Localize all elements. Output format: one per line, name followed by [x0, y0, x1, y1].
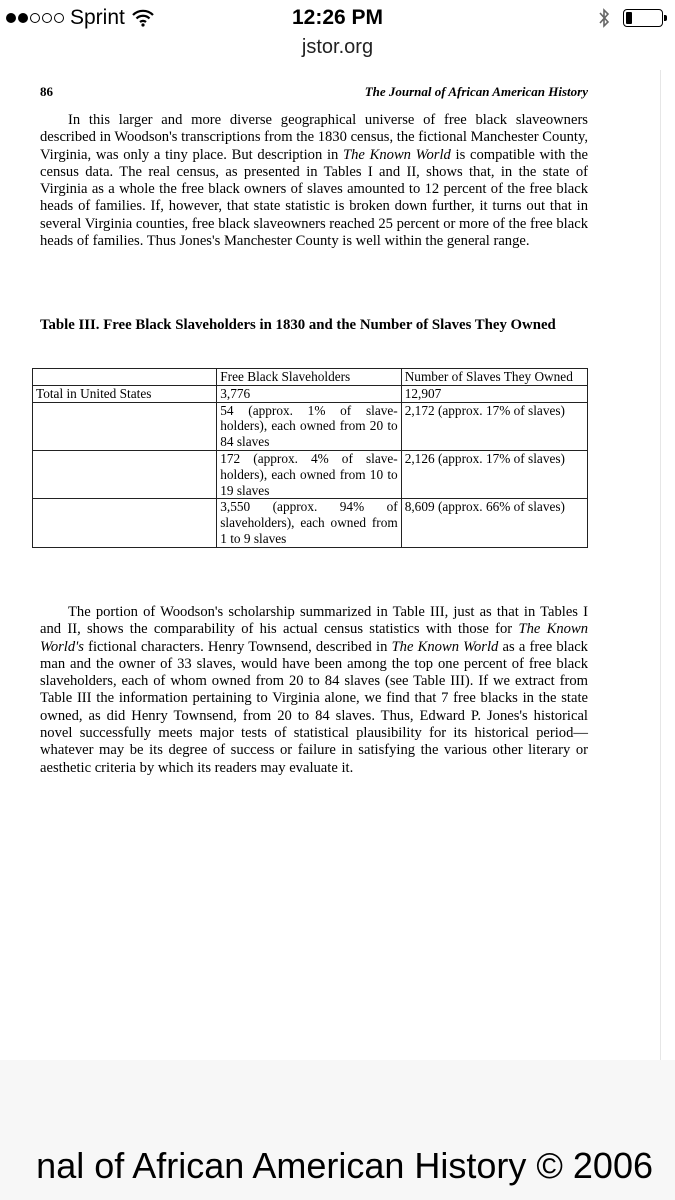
table-cell: 3,550 (approx. 94% of slaveholders), each owned from 1 to 9 slaves [217, 499, 401, 547]
table-cell: 2,172 (approx. 17% of slaves) [401, 402, 587, 450]
book-title: The Known World [343, 146, 451, 163]
url-bar[interactable]: jstor.org [301, 36, 374, 58]
paragraph-intro [40, 112, 588, 250]
table-cell: 8,609 (approx. 66% of slaves) [401, 499, 587, 547]
clock: 12:26 PM [291, 6, 384, 29]
carrier-name: Sprint [70, 6, 125, 29]
table-header-cell [33, 369, 217, 386]
table-header-cell: Free Black Slaveholders [217, 369, 401, 386]
paragraph-conclusion [40, 604, 588, 777]
table-row [33, 450, 588, 498]
table-header-row [33, 369, 588, 386]
table-row [33, 402, 588, 450]
table-header-cell: Number of Slaves They Owned [401, 369, 587, 386]
bluetooth-icon [597, 7, 611, 29]
battery-icon [623, 9, 663, 27]
document-page [0, 70, 661, 1060]
journal-title: The Journal of African American History [364, 84, 588, 99]
paragraph-text: as a free black man and the owner of 33 slaves, would have been among the top one percent of free black slaveholders, each of whom owned from 20 to 84 slaves (see Table III). If we extract from Table III the information pertaining to Virginia alone, we find that 7 free blacks in the state owned, as did Henry Townsend, from 20 to 84 slaves. Thus, Edward P. Jones's historical novel successfully meets major tests of statistical plausibility for its historical period—whatever may be its degree of success or failure in satisfying the various other literary or aesthetic criteria by which its readers may evaluate it. [40, 638, 588, 776]
book-title: The Known World [391, 638, 499, 655]
slaveholders-table [32, 368, 588, 548]
status-bar [0, 0, 675, 34]
table-cell: 172 (approx. 4% of slave-holders), each owned from 10 to 19 slaves [217, 450, 401, 498]
table-cell: 2,126 (approx. 17% of slaves) [401, 450, 587, 498]
table-cell [33, 450, 217, 498]
table-cell: 54 (approx. 1% of slave-holders), each owned from 20 to 84 slaves [217, 402, 401, 450]
paragraph-text: In this larger and more diverse geographical universe of free black slaveowners described in Woodson's transcriptions from the 1830 census, the fictional Manchester County, Virginia, was only a tiny place. But description in [40, 112, 588, 163]
table-cell: Total in United States [33, 385, 217, 402]
paragraph-text: The portion of Woodson's scholarship summarized in Table III, just as that in Tables I and II, shows the comparability of his actual census statistics with those for [40, 604, 588, 638]
copyright-notice: nal of African American History © 2006 [36, 1145, 653, 1186]
table-title: Table III. Free Black Slaveholders in 1830 and the Number of Slaves They Owned [40, 317, 556, 333]
table-row [33, 385, 588, 402]
table-cell: 12,907 [401, 385, 587, 402]
book-title: The Known World's [40, 621, 588, 655]
table-cell [33, 499, 217, 547]
paragraph-text: fictional characters. Henry Townsend, described in [83, 638, 392, 655]
table-cell: 3,776 [217, 385, 401, 402]
status-right [597, 7, 663, 29]
paragraph-text: is compatible with the census data. The real census, as presented in Tables I and II, shows that, in the state of Virginia as a whole the free black owners of slaves amounted to 12 percent of the free black heads of families. If, however, that state statistic is broken down further, it turns out that in several Virginia counties, free black slaveowners reached 25 percent or more of the free black heads of families. Thus Jones's Manchester County is well within the general range. [40, 146, 588, 250]
running-head [40, 84, 588, 104]
page-number: 86 [40, 84, 53, 99]
table-cell [33, 402, 217, 450]
jstor-footer-banner [0, 1060, 675, 1200]
table-row [33, 499, 588, 547]
